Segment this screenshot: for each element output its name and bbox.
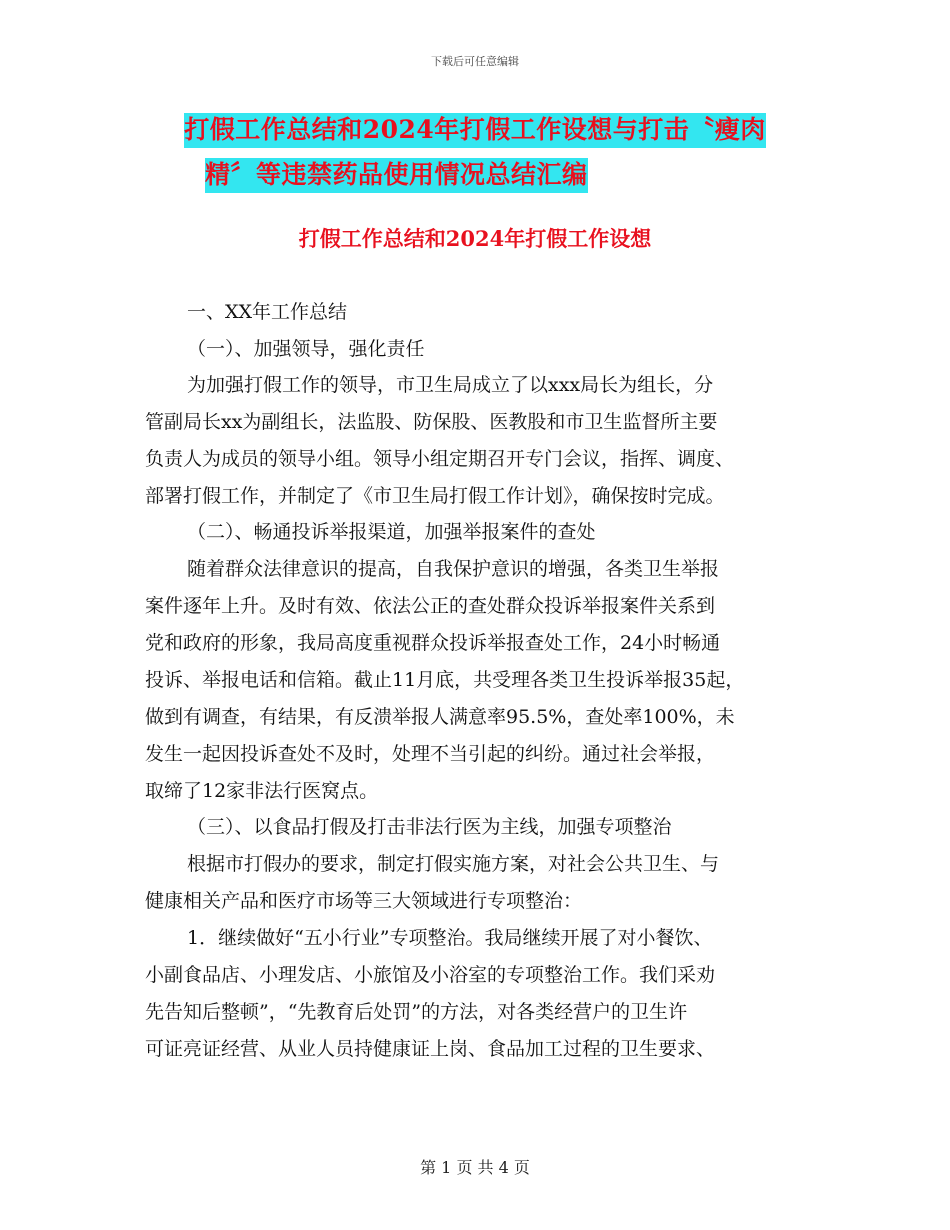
page-header: 下载后可任意编辑 xyxy=(431,55,519,68)
paragraph-line: 做到有调查，有结果，有反溃举报人满意率95.5%，查处率100%，未 xyxy=(145,706,735,728)
paragraph-line: 管副局长xx为副组长，法监股、防保股、医教股和市卫生监督所主要 xyxy=(145,411,718,433)
heading-work-summary: 一、XX年工作总结 xyxy=(187,301,348,323)
main-title-line-1-text: 打假工作总结和2024年打假工作设想与打击〝瘦肉 xyxy=(184,113,766,148)
paragraph-line: 可证亮证经营、从业人员持健康证上岗、食品加工过程的卫生要求、 xyxy=(145,1038,716,1060)
paragraph-line: 负责人为成员的领导小组。领导小组定期召开专门会议，指挥、调度、 xyxy=(145,448,735,470)
main-title-line-2-text: 精〞等违禁药品使用情况总结汇编 xyxy=(205,158,588,193)
list-item-1: 1．继续做好“五小行业”专项整治。我局继续开展了对小餐饮、 xyxy=(187,927,713,949)
paragraph-line: 根据市打假办的要求，制定打假实施方案，对社会公共卫生、与 xyxy=(187,853,720,875)
paragraph-line: 投诉、举报电话和信箱。截止11月底，共受理各类卫生投诉举报35起， xyxy=(145,669,745,691)
paragraph-line: 先告知后整顿”，“先教育后处罚”的方法，对各类经营户的卫生许 xyxy=(145,1001,688,1023)
paragraph-line: 取缔了12家非法行医窝点。 xyxy=(145,780,379,802)
paragraph-line: 发生一起因投诉查处不及时，处理不当引起的纠纷。通过社会举报， xyxy=(145,743,716,765)
main-title-line-1 xyxy=(0,110,950,146)
paragraph-line: 部署打假工作，并制定了《市卫生局打假工作计划》，确保按时完成。 xyxy=(145,485,725,507)
paragraph-line: 随着群众法律意识的提高，自我保护意识的增强，各类卫生举报 xyxy=(187,558,720,580)
paragraph-line: 党和政府的形象，我局高度重视群众投诉举报查处工作，24小时畅通 xyxy=(145,632,721,654)
subheading-2: （二）、畅通投诉举报渠道，加强举报案件的查处 xyxy=(187,521,596,543)
subheading-3: （三）、以食品打假及打击非法行医为主线，加强专项整治 xyxy=(187,816,672,838)
paragraph-line: 小副食品店、小理发店、小旅馆及小浴室的专项整治工作。我们采劝 xyxy=(145,964,716,986)
page-footer: 第 1 页 共 4 页 xyxy=(420,1158,530,1177)
paragraph-line: 健康相关产品和医疗市场等三大领域进行专项整治： xyxy=(145,890,583,912)
main-title-line-2 xyxy=(205,155,588,191)
paragraph-line: 案件逐年上升。及时有效、依法公正的查处群众投诉举报案件关系到 xyxy=(145,595,716,617)
subheading-1: （一）、加强领导，强化责任 xyxy=(187,338,425,360)
paragraph-line: 为加强打假工作的领导，市卫生局成立了以xxx局长为组长，分 xyxy=(187,374,714,396)
section-subtitle: 打假工作总结和2024年打假工作设想 xyxy=(298,226,652,251)
